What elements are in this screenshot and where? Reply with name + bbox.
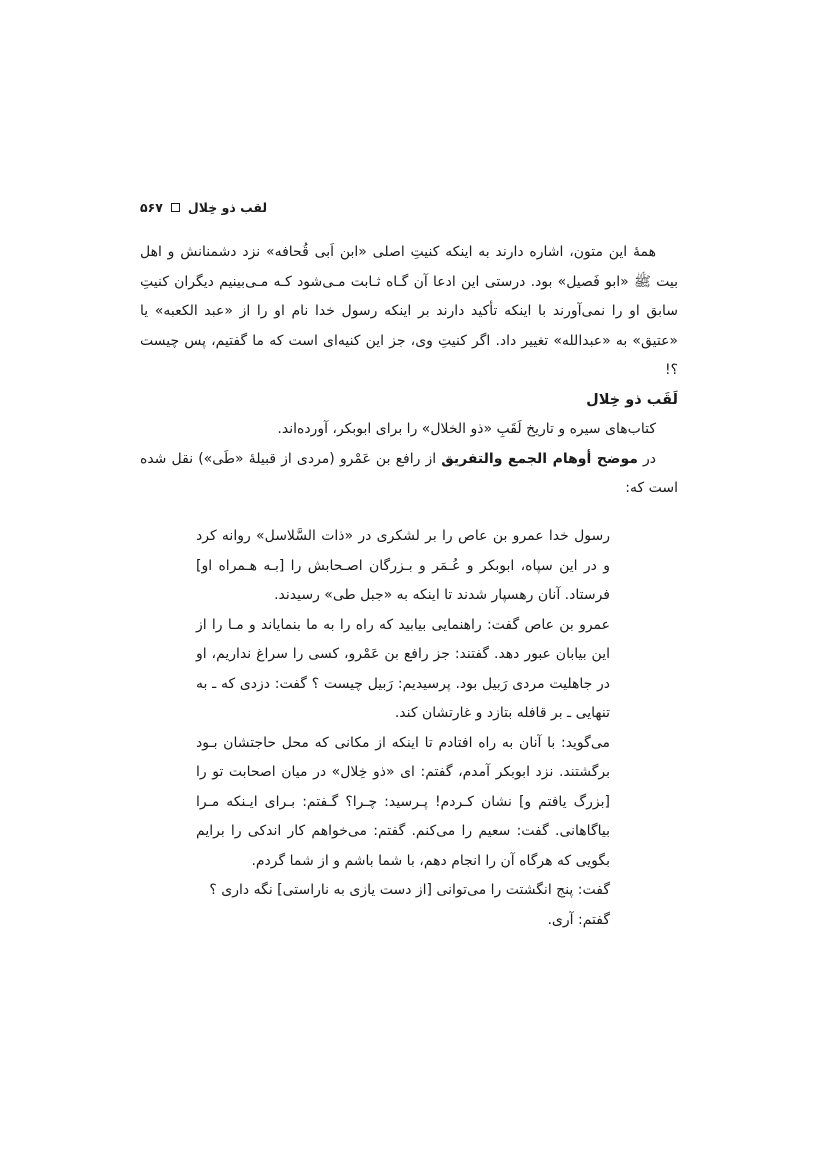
running-header — [140, 196, 678, 218]
section-line-1: کتاب‌های سیره و تاریخ لَقَبِ «ذو الخلال» را برای ابوبکر، آورده‌اند. — [277, 421, 656, 437]
quote-paragraph-5: گفتم: آری. — [547, 911, 610, 928]
main-text — [140, 238, 678, 504]
source-book-title: موضح أوهام الجمع والتفريق — [441, 450, 638, 467]
source-narrator: از رافع بن عَمْرو (مردی از قبیلهٔ «طَی») نقل شده است که: — [140, 450, 678, 496]
quote-paragraph-4: گفت: پنج انگشتت را می‌توانی [از دست یازی به ناراستی] نگه داری ؟ — [209, 882, 610, 898]
quote-paragraph-1: رسول خدا عمرو بن عاص را بر لشکری در «ذات السَّلاسل» روانه کرد و در این سپاه، ابوبکر و عُـمَر و بـزرگان اصـحابش را [بـه هـمراه او] فرستاد. آنان رهسپار شدند تا اینکه به «جبل طی» رسیدند. — [196, 528, 610, 603]
section-line-2 — [140, 445, 678, 504]
quoted-narration — [196, 522, 610, 935]
header-square-ornament — [171, 203, 180, 212]
source-intro-word: در — [643, 450, 657, 467]
intro-paragraph: همهٔ این متون، اشاره دارند به اینکه کنیتِ اصلی «ابن اَبی قُحافه» نزد دشمنانش و اهل بیت ﷺ «ابو فَصیل» بود. درستی این ادعا آن گـاه ثـابت مـی‌شود کـه مـی‌بینیم دیگران کنیتِ سابق او را نمی‌آورند با اینکه تأکید دارند بر اینکه رسول خدا نام او را از «عبد الکعبه» یا «عتیق» به «عبدالله» تغییر داد. اگر کنیتِ وی، جز این کنیه‌ای است که ما گفتیم، پس چیست ؟! — [140, 244, 678, 378]
page-number: ۵۶۷ — [140, 199, 163, 215]
section-title: لَقَب ذو خِلال — [586, 391, 678, 408]
quote-paragraph-2: عمرو بن عاص گفت: راهنمایی بیابید که راه را به ما بنمایاند و مـا را از این بیابان عبور دهد. گفتند: جز رافع بن عَمْرو، کسی را سراغ نداریم، او در جاهلیت مردی رَبیل بود. پرسیدیم: رَبیل چیست ؟ گفت: دزدی که ـ به تنهایی ـ بر قافله بتازد و غارتشان کند. — [196, 616, 610, 721]
quote-paragraph-3: می‌گوید: با آنان به راه افتادم تا اینکه از مکانی که محل حاجتشان بـود برگشتند. نزد ابوبکر آمدم، گفتم: ای «ذو خِلال» در میان اصحابت تو را [بزرگ یافتم و] نشان کـردم! پـرسید: چـرا؟ گـفتم: بـرای ایـنکه مـرا بیاگاهانی. گفت: سعیم را می‌کنم. گفتم: می‌خواهم کار اندکی را برایم بگویی که هرگاه آن را انجام دهم، با شما باشم و از شما گردم. — [196, 734, 610, 869]
header-section-label: لقب ذو خِلال — [187, 199, 268, 215]
